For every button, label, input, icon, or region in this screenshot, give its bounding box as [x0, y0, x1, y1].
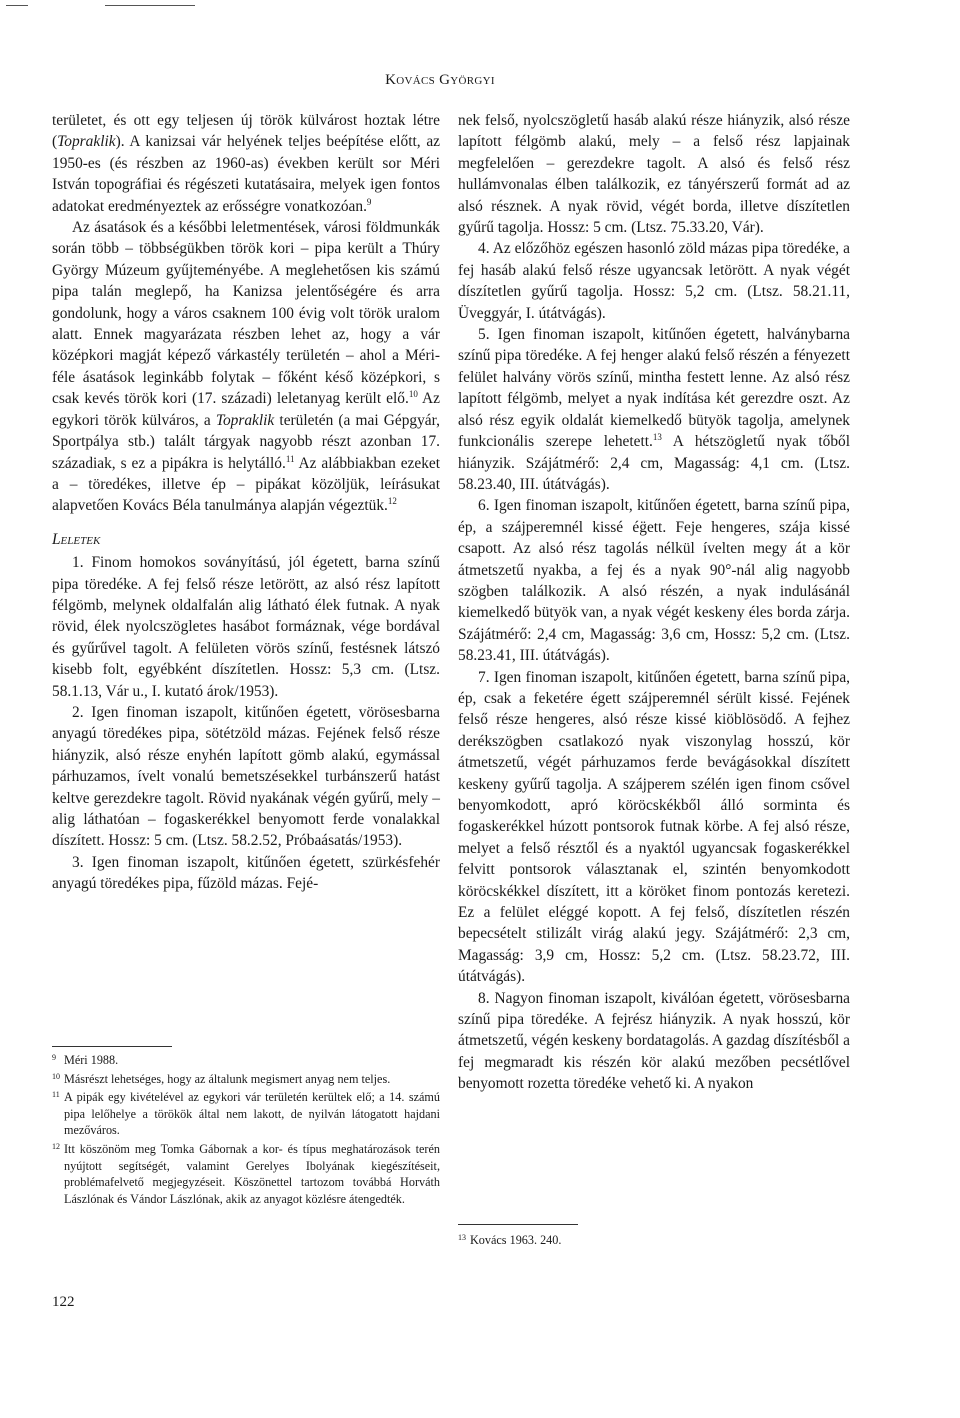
catalog-item-6: 6. Igen finoman iszapolt, kitűnően égetett, barna színű pipa, ép, a szájperemnél kissé ég̈ett. Feje hengeres, szája kissé csapott. Az alsó rész tagolás nélkül ívelten megy át a kör átmetszetű nyakba, a fej és a nyak 90°-nál alig nagyobb szögben találkozik. A alsó részén, a nyak indulásánál kiemelkedő bütyök van, a nyak végét keskeny éles borda zárja. Szájátmérő: 2,4 cm, Magasság: 3,6 cm, Hossz: 5,2 cm. (Ltsz. 58.23.41, III. útátvágás).	[458, 497, 850, 665]
footnotes-left	[52, 1052, 440, 1209]
excavation-paragraph: Az ásatások és a későbbi leletmentések, városi földmunkák során több – többségükben török kori – pipa került a Thúry György Múzeum gyűjteményébe. A meglehetősen kis számú pipa talán meglepő, ha Kanizsa jelentőségére és arra gondolunk, hogy a város csaknem 100 évig volt török uralom alatt. Ennek magyarázata részben lehet az, hogy a vár középkori magját képező várkastély területén – ahol a Méri-féle ásatások leginkább folytak – főként késő középkori, s csak kevés török kori (17. századi) leletanyag került elő.$^{10}$ Az egykori török külváros, a Topraklik területén (a mai Gépgyár, Sportpálya stb.) talált tárgyak nagyobb részt azonban 17. századiak, s ez a pipákra is helytálló.$^{11}$ Az alábbiakban ezeket a – töredékes, illetve ép – pipákat közöljük, leírásukat alapvetően Kovács Béla tanulmánya alapján végeztük.$^{12}$	[52, 219, 441, 515]
right-column	[458, 110, 850, 1093]
catalog-item-1: 1. Finom homokos soványítású, jól égetett, barna színű pipa töredéke. A fej felső része letörött, az alsó rész lapított félgömb, melynek oldalfalán alig látható élek futnak. A nyak rövid, élek nyolcszögletes hasábot formáznak, vége bordával és gyűrűvel tagolt. A felületen vörös színű, festésnek látszó kisebb folt, egyébként díszítetlen. Hossz: 5,3 cm. (Ltsz. 58.1.13, Vár u., I. kutató árok/1953).	[52, 554, 440, 700]
footnote: 13 Kovács 1963. 240.	[458, 1233, 562, 1247]
footnote-divider-left	[52, 1046, 172, 1047]
catalog-item-5: 5. Igen finoman iszapolt, kitűnően égetett, halványbarna színű pipa töredéke. A fej henger alakú felső részén a fényezett felület halvány vörös színű, mintha festett lenne. Az alsó rész lapított félgömb, melyet a nyak indítása két gerezdre oszt. Az alsó rész egyik oldalát kiemelkedő bütyök tagolja, amelynek funkcionális szerepe lehetett.$^{13}$ A hétszögletű nyak tőből hiányzik. Szájátmérő: 2,4 cm, Magasság: 4,1 cm. (Ltsz. 58.23.40, III. útátvágás).	[458, 326, 850, 493]
intro-paragraph: területet, és ott egy teljesen új török külvárost hoztak létre (Topraklik). A kanizsai vár helyének teljes beépítése előtt, az 1950-es (és részben az 1960-as) években került sor Méri István topográfiai és régészeti kutatásaira, melyek igen fontos adatokat eredményeztek az erősségre vonatkozóan.$^9$	[52, 112, 440, 215]
footnote: 12 Itt köszönöm meg Tomka Gábornak a kor- és típus meghatározások terén nyújtott segítségét, valamint Gerelyes Ibolyának kiegészítéseit, problémafelvető megjegyzéseit. Köszönettel tartozom továbbá Horváth Lászlónak és Vándor Lászlónak, akik az anyagot közlésre átengedték.	[52, 1141, 440, 1206]
footnote-ref-10[interactable]: 10	[408, 389, 418, 400]
footnote-ref-13[interactable]: 13	[652, 431, 662, 442]
catalog-item-3-continued: nek felső, nyolcszögletű hasáb alakú része hiányzik, alsó része lapított félgömb alakú, mely – a felső rész lapjainak megfelelően – gerezdekre tagolt. A alsó és felső rész hullámvonalas élben találkozik, ez tányérszerű formát ad az alsó résznek. A nyak rövid, végét borda, illetve díszítetlen gyűrű tagolja. Hossz: 5 cm. (Ltsz. 75.33.20, Vár).	[458, 112, 850, 237]
top-rule-right	[105, 5, 195, 6]
left-column	[52, 110, 440, 1034]
footnote: 10 Másrészt lehetséges, hogy az általunk megismert anyag nem teljes.	[52, 1071, 391, 1086]
footnote-ref-9[interactable]: 9	[366, 196, 372, 207]
footnote: 9 Méri 1988.	[52, 1053, 119, 1067]
catalog-item-2: 2. Igen finoman iszapolt, kitűnően égetett, vörösesbarna anyagú töredékes pipa, sötétzöld mázas. Fejének felső része hiányzik, alsó része enyhén lapított gömb alakú, egymással párhuzamos, ívelt vonalú bemetszésekkel turbánszerű hatást keltve gerezdekre tagolt. Rövid nyakának végén gyűrű, mely – alig láthatóan – fogaskerékkel benyomott ferde vonalakkal díszített. Hossz: 5 cm. (Ltsz. 58.2.52, Próbaásatás/1953).	[52, 703, 440, 850]
catalog-item-3: 3. Igen finoman iszapolt, kitűnően égetett, szürkésfehér anyagú töredékes pipa, fűzöld mázas. Fejé-	[52, 853, 440, 893]
catalog-item-8: 8. Nagyon finoman iszapolt, kiválóan égetett, vörösesbarna színű pipa töredéke. A fejrész hiányzik. A nyak hosszú, kör átmetszetű, végén keskeny bordatagolás. A gazdag díszítésből a fej megmaradt kis részén kör alakú mezőben pecsétlővel benyomott rozetta töredéke vehető ki. A nyakon	[458, 989, 850, 1093]
footnote-ref-12[interactable]: 12	[387, 496, 397, 507]
section-heading: Leletek	[52, 530, 101, 548]
running-head: Kovács Györgyi	[385, 72, 495, 88]
catalog-item-4: 4. Az előzőhöz egészen hasonló zöld mázas pipa töredéke, a fej hasáb alakú felső része ugyancsak letörött. A nyak végét díszítetlen gyűrű tagolja. Hossz: 5,2 cm. (Ltsz. 58.21.11, Üveggyár, I. útátvágás).	[458, 240, 850, 322]
footnote-ref-11[interactable]: 11	[285, 453, 295, 464]
footnote: 11 A pipák egy kivételével az egykori vár területén kerültek elő; a 14. számú pipa lelőhelye a törökök által nem lakott, de nyilván látogatott hajdani mezőváros.	[52, 1090, 440, 1138]
top-rule-left	[6, 5, 28, 6]
page-number: 122	[52, 1294, 75, 1310]
catalog-item-7: 7. Igen finoman iszapolt, kitűnően égetett, barna színű pipa, ép, csak a feketére égett szájperemnél sérült kissé. Fejének felső része hengeres, alsó része kissé kiöblösödő. A fejhez derékszögben csatlakozó nyak viszonylag hosszú, kör átmetszetű, végét párhuzamos ferde bevágásokkal díszített keskeny gyűrű tagolja. A szájperem szélén igen finom csővel benyomkodott, apró köröcskékből álló sorminta és fogaskerékkel húzott pontsorok futnak körbe. A fej alsó része, melyet a felső résztől és a nyaktól ugyancsak fogaskerékkel felvitt pontsorok választanak el, szintén benyomkodott köröcskékkel díszített, itt a köröket finom pontozás keretezi. Ez a felület eléggé kopott. A fej felső, díszítetlen részén bepecsételt stilizált virág alakú jegy. Szájátmérő: 2,3 cm, Magasság: 3,9 cm, Hossz: 5,2 cm. (Ltsz. 58.23.72, III. útátvágás).	[458, 668, 850, 986]
footnotes-right	[458, 1232, 850, 1251]
footnote-divider-right	[458, 1224, 578, 1225]
